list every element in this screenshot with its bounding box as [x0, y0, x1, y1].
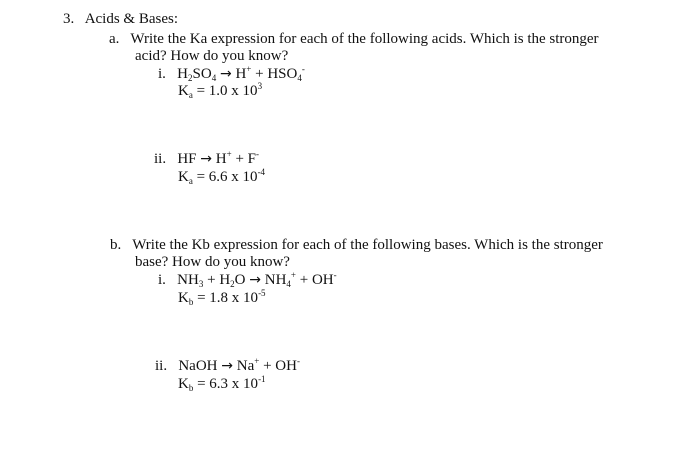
part-b-item-i-constant: $K_b = 1.8$ x $10^{-5}$	[178, 288, 266, 307]
item-label: i.	[158, 272, 166, 288]
part-b-prompt-line1: b. Write the Kb expression for each of the following bases. Which is the stronger	[110, 237, 603, 253]
part-a-label: a.	[109, 31, 120, 47]
part-a-item-ii-constant: $K_a = 6.6$ x $10^{-4}$	[178, 167, 266, 186]
part-a-prompt-line1: a. Write the Ka expression for each of the following acids. Which is the stronger	[109, 31, 599, 47]
part-a-prompt-line2: acid? How do you know?	[135, 48, 289, 64]
item-label: ii.	[154, 151, 167, 167]
part-b-item-i-equation: i. $NH_3 + H_2O \to NH_4^+ + OH^-$	[158, 270, 337, 289]
question-heading	[63, 10, 178, 28]
arrow-icon: →	[200, 151, 213, 167]
question-title: Acids & Bases:	[84, 11, 179, 27]
arrow-icon: →	[219, 66, 232, 82]
part-b-label: b.	[110, 237, 122, 253]
item-label: ii.	[155, 358, 168, 374]
item-label: i.	[158, 66, 166, 82]
part-a-item-i-constant: $K_a = 1.0$ x $10^3$	[178, 81, 263, 100]
part-b-item-ii-equation: ii. NaOH → Na+ + OH-	[155, 356, 300, 374]
question-number: 3.	[63, 11, 75, 27]
part-a-item-i-equation: i. $H_2SO_4 \to H^+ + HSO_4^-$	[158, 64, 305, 83]
part-b-item-ii-constant: $K_b = 6.3$ x $10^{-1}$	[178, 374, 266, 393]
part-a-item-ii-equation: ii. HF → H+ + F-	[154, 149, 259, 167]
arrow-icon: →	[249, 272, 261, 288]
part-b-prompt-line2: base? How do you know?	[135, 254, 290, 270]
arrow-icon: →	[221, 358, 233, 374]
